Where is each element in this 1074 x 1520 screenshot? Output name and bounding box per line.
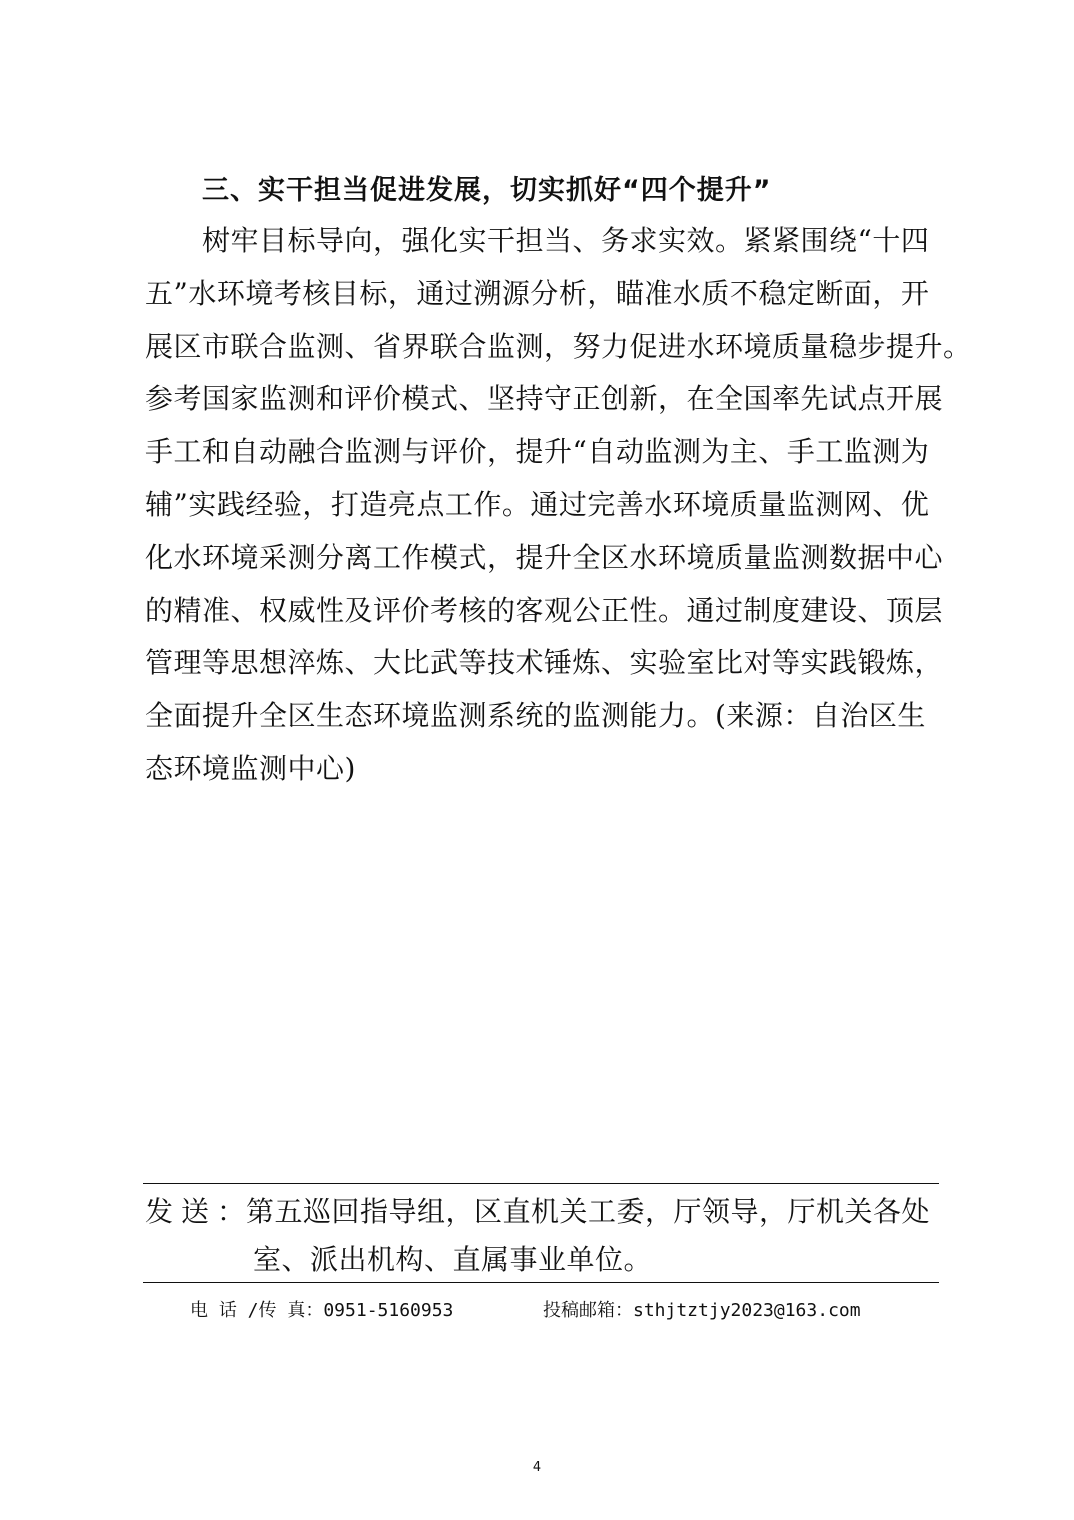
body-line: 参考国家监测和评价模式、坚持守正创新，在全国率先试点开展 [145,382,944,416]
footer-submission-email: 投稿邮箱：sthjtztjy2023@163.com [543,1300,861,1321]
body-line: 全面提升全区生态环境监测系统的监测能力。(来源：自治区生 [145,699,926,733]
body-line: 辅”实践经验，打造亮点工作。通过完善水环境质量监测网、优 [145,487,930,521]
distribution-top-rule [143,1183,939,1184]
distribution-recipients-line-2: 室、派出机构、直属事业单位。 [253,1243,653,1276]
body-line: 五”水环境考核目标，通过溯源分析，瞄准水质不稳定断面，开 [145,276,930,310]
body-paragraph [145,215,972,796]
page-number: 4 [532,1460,542,1475]
footer-phone-fax: 电 话 /传 真：0951-5160953 [190,1300,454,1321]
body-line: 化水环境采测分离工作模式，提升全区水环境质量监测数据中心 [145,540,944,574]
body-line: 管理等思想淬炼、大比武等技术锤炼、实验室比对等实践锻炼， [145,646,944,680]
body-line: 树牢目标导向，强化实干担当、务求实效。紧紧围绕“十四 [202,224,930,257]
body-line: 展区市联合监测、省界联合监测，努力促进水环境质量稳步提升。 [145,329,972,363]
body-line: 态环境监测中心) [145,751,356,785]
distribution-bottom-rule [143,1282,939,1283]
distribution-label: 发送： [145,1195,254,1228]
section-heading: 三、实干担当促进发展，切实抓好“四个提升” [202,175,772,206]
body-line: 手工和自动融合监测与评价，提升“自动监测为主、手工监测为 [145,435,930,469]
distribution-recipients-line-1: 第五巡回指导组，区直机关工委，厅领导，厅机关各处 [246,1195,931,1228]
body-line: 的精准、权威性及评价考核的客观公正性。通过制度建设、顶层 [145,593,944,627]
